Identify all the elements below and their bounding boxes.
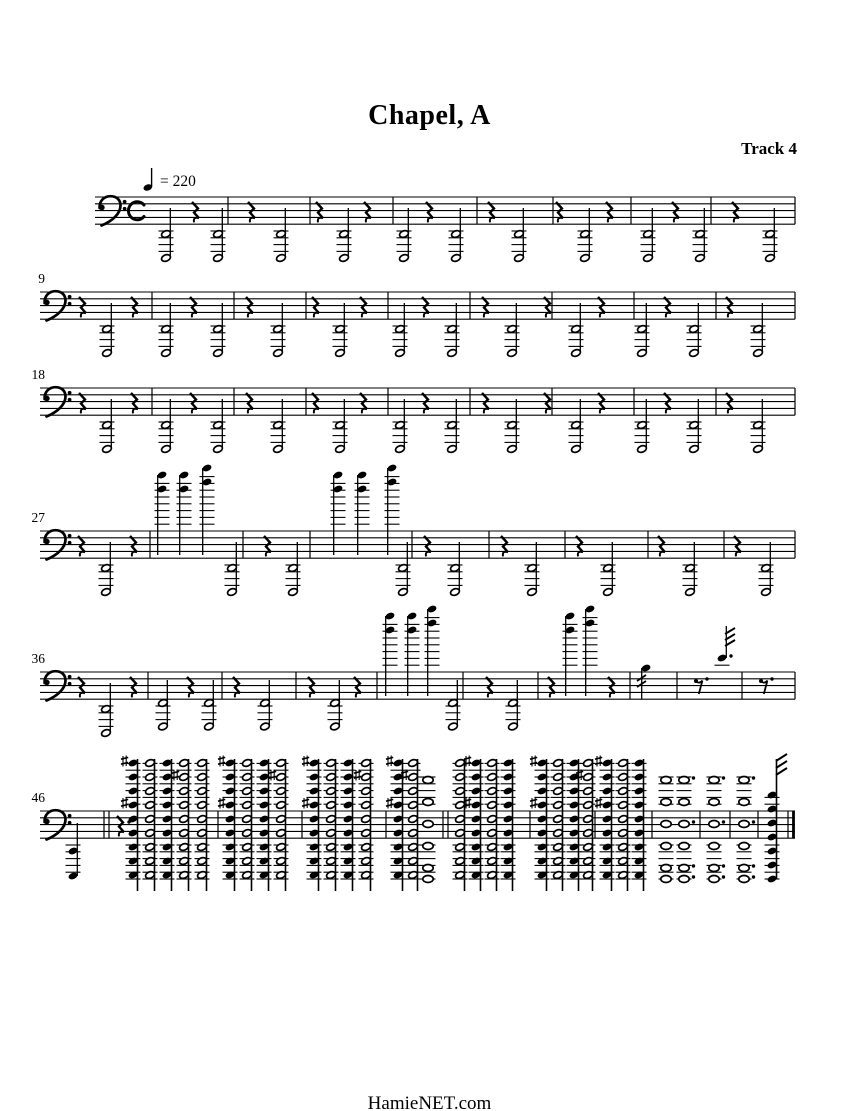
notation-ch [578,208,593,263]
notation-ch [99,542,114,597]
notation-mch [446,680,461,731]
notation-r [732,202,739,222]
measure-number: 27 [31,510,45,525]
notation-wd [737,776,756,882]
notation-ch [449,208,464,263]
notation-r [130,536,137,556]
notation-ch [271,399,286,454]
notation-mch [328,680,343,731]
notation-r [606,202,613,222]
notation-r [608,677,615,697]
notation-trem [715,626,736,665]
notation-r [734,536,741,556]
notation-r [308,677,315,697]
tempo-value: = 220 [160,173,196,190]
notation-r [488,202,495,222]
measure-number: 46 [31,790,45,805]
notation-ch [569,399,584,454]
notation-hi [355,470,370,555]
notation-r [131,297,138,317]
notation-hi [405,611,420,696]
staff-system [95,197,795,224]
notation-r [246,393,253,413]
notation-ch [693,208,708,263]
notation-r [726,297,733,317]
notation-ch [751,303,766,358]
staff-system [38,271,795,319]
measure-number: 18 [31,367,45,382]
notation-ch [512,208,527,263]
notation-ch [271,303,286,358]
notation-ch [159,399,174,454]
notation-r [190,393,197,413]
notation-r [130,677,137,697]
notation-r [544,297,551,317]
notation-fs [464,756,484,892]
notation-ch [569,303,584,358]
notation-r [664,297,671,317]
notation-hi [563,611,578,696]
notation-t [765,754,788,884]
notation-r [672,202,679,222]
notation-r [556,202,563,222]
notation-ch [505,399,520,454]
notation-r [544,393,551,413]
piece-title: Chapel, A [368,100,491,131]
notation-r [726,393,733,413]
notation-ch [445,399,460,454]
notation-r [426,202,433,222]
notation-r [78,536,85,556]
measure-number: 9 [38,271,45,286]
notation-r [79,393,86,413]
notation-mch [156,680,171,731]
notation-r [354,677,361,697]
notation-ch [641,208,656,263]
notation-r [316,202,323,222]
notation-ch [448,542,463,597]
staff-system [32,367,796,415]
notation-mch [506,680,521,731]
notation-r [364,202,371,222]
staff-system [32,510,796,558]
site-footer-text: HamieNET.com [367,1093,492,1111]
notation-mch [202,680,217,731]
notation-ch [759,542,774,597]
notation-hi2 [583,604,598,696]
notation-fs [218,756,238,892]
notation-r [78,677,85,697]
notation-mch [258,680,273,731]
notation-ch [396,542,411,597]
notation-r [422,393,429,413]
notation-ch [100,303,115,358]
notation-ch [687,399,702,454]
notation-ch [683,542,698,597]
notation-ch [445,303,460,358]
notation-ch [333,303,348,358]
notation-w [659,777,674,883]
notation-wd [707,776,726,882]
notation-r [264,536,271,556]
notation-ch [159,208,174,263]
notation-ch [274,208,289,263]
notation-r [312,393,319,413]
notation-w [421,777,436,883]
notation-fs [302,756,322,892]
notation-r [482,297,489,317]
notation-ch [635,399,650,454]
notation-ch [225,542,240,597]
notation-r [248,202,255,222]
notation-ch [211,399,226,454]
notation-r [548,677,555,697]
notation-fs [595,756,615,892]
track-label: Track 4 [741,139,797,158]
notation-r [79,297,86,317]
notation-ch [333,399,348,454]
notation-fs [530,756,550,892]
notation-hi2 [385,463,400,555]
notation-ch [751,399,766,454]
measure-number: 36 [31,651,45,666]
notation-ch [159,303,174,358]
notation-r [360,393,367,413]
notation-hi [155,470,170,555]
notation-ch [100,399,115,454]
notation-wd [677,776,696,882]
notation-ch [337,208,352,263]
notation-ch [393,399,408,454]
notation-e8 [637,663,651,699]
notation-hi2 [200,463,215,555]
notation-r [658,536,665,556]
notation-r [486,677,493,697]
notation-r [360,297,367,317]
notation-hi [177,470,192,555]
notation-ch [393,303,408,358]
notation-ch [99,683,114,738]
notation-r [422,297,429,317]
notation-ch [505,303,520,358]
notation-ch [687,303,702,358]
notation-ch [397,208,412,263]
notation-r [187,677,194,697]
notation-hi [331,470,346,555]
notation-ch [525,542,540,597]
notation-ch [211,208,226,263]
notation-ch [763,208,778,263]
notation-r [501,536,508,556]
notation-r [576,536,583,556]
notation-r [190,297,197,317]
notation-hi [383,611,398,696]
notation-ch [601,542,616,597]
notation-ch [286,542,301,597]
notation-r [664,393,671,413]
notation-r [131,393,138,413]
notation-ch [211,303,226,358]
notation-r [192,202,199,222]
notation-r [598,297,605,317]
notation-r [246,297,253,317]
notation-ch [635,303,650,358]
notation-r [424,536,431,556]
notation-r [598,393,605,413]
notation-r [233,677,240,697]
notation-r [482,393,489,413]
notation-hi2 [425,604,440,696]
notation-r [312,297,319,317]
